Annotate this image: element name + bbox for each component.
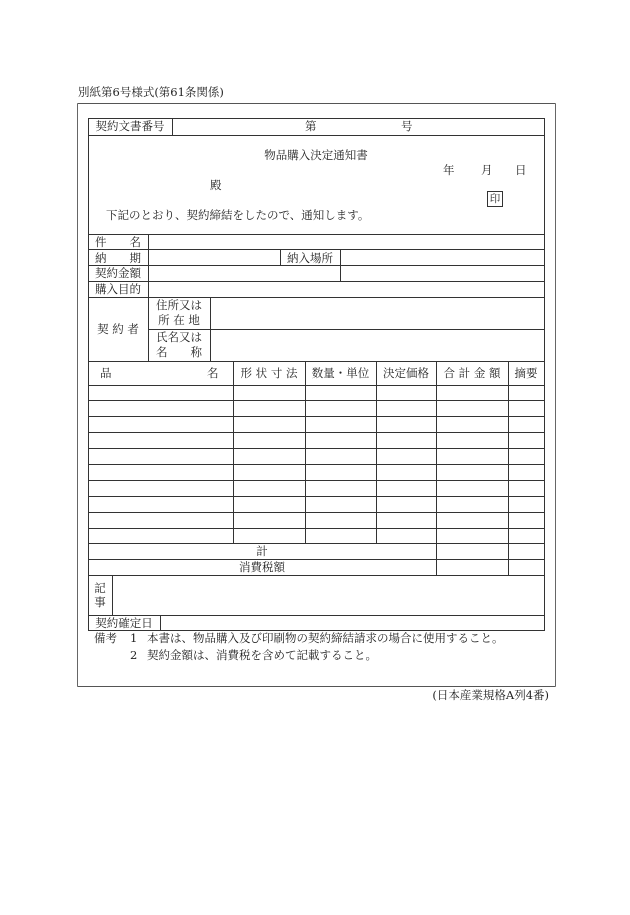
consumption-tax-label: 消費税額 <box>239 560 285 574</box>
paper-size-standard: (日本産業規格A列4番) <box>432 688 549 702</box>
total-label: 計 <box>256 544 268 558</box>
notice-body-text: 下記のとおり、契約締結をしたので、通知します。 <box>106 208 370 222</box>
notes-label: 備考 <box>94 631 117 645</box>
form-reference: 別紙第6号様式(第61条関係) <box>78 85 224 99</box>
note-number: 2 <box>130 648 138 662</box>
document-title: 物品購入決定通知書 <box>264 148 368 162</box>
seal-stamp-icon: 印 <box>487 191 503 207</box>
address-label-line1: 住所又は <box>156 298 202 312</box>
note-number: 1 <box>130 631 138 645</box>
doc-number-label: 契約文書番号 <box>95 119 165 133</box>
date-day-label: 日 <box>515 163 527 177</box>
shape-size-header: 形 状 寸 法 <box>240 366 298 380</box>
doc-number-prefix: 第 <box>305 119 317 133</box>
note-text: 本書は、物品購入及び印刷物の契約締結請求の場合に使用すること。 <box>147 631 504 645</box>
item-name-header-right: 名 <box>207 366 219 380</box>
contractor-label: 契 約 者 <box>97 322 139 336</box>
delivery-place-label: 納入場所 <box>287 251 333 265</box>
contract-confirmed-date-label: 契約確定日 <box>95 616 153 630</box>
note-text: 契約金額は、消費税を含めて記載すること。 <box>147 648 377 662</box>
decided-price-header: 決定価格 <box>383 366 429 380</box>
summary-header: 摘要 <box>514 366 538 380</box>
doc-number-suffix: 号 <box>401 119 413 133</box>
subject-label: 件 名 <box>95 235 141 249</box>
name-label-line1: 氏名又は <box>156 330 202 344</box>
remarks-label-top: 記 <box>94 581 106 595</box>
contract-amount-label: 契約金額 <box>95 266 141 280</box>
address-label-line2: 所 在 地 <box>158 313 200 327</box>
date-month-label: 月 <box>481 163 493 177</box>
addressee-honorific: 殿 <box>210 178 222 192</box>
purchase-purpose-label: 購入目的 <box>95 282 141 296</box>
delivery-period-label: 納 期 <box>95 251 141 265</box>
item-name-header-left: 品 <box>100 366 112 380</box>
name-label-line2: 名 称 <box>156 345 202 359</box>
total-amount-header: 合 計 金 額 <box>443 366 501 380</box>
quantity-unit-header: 数量・単位 <box>311 366 370 380</box>
remarks-label-bottom: 事 <box>94 595 106 609</box>
date-year-label: 年 <box>443 163 455 177</box>
